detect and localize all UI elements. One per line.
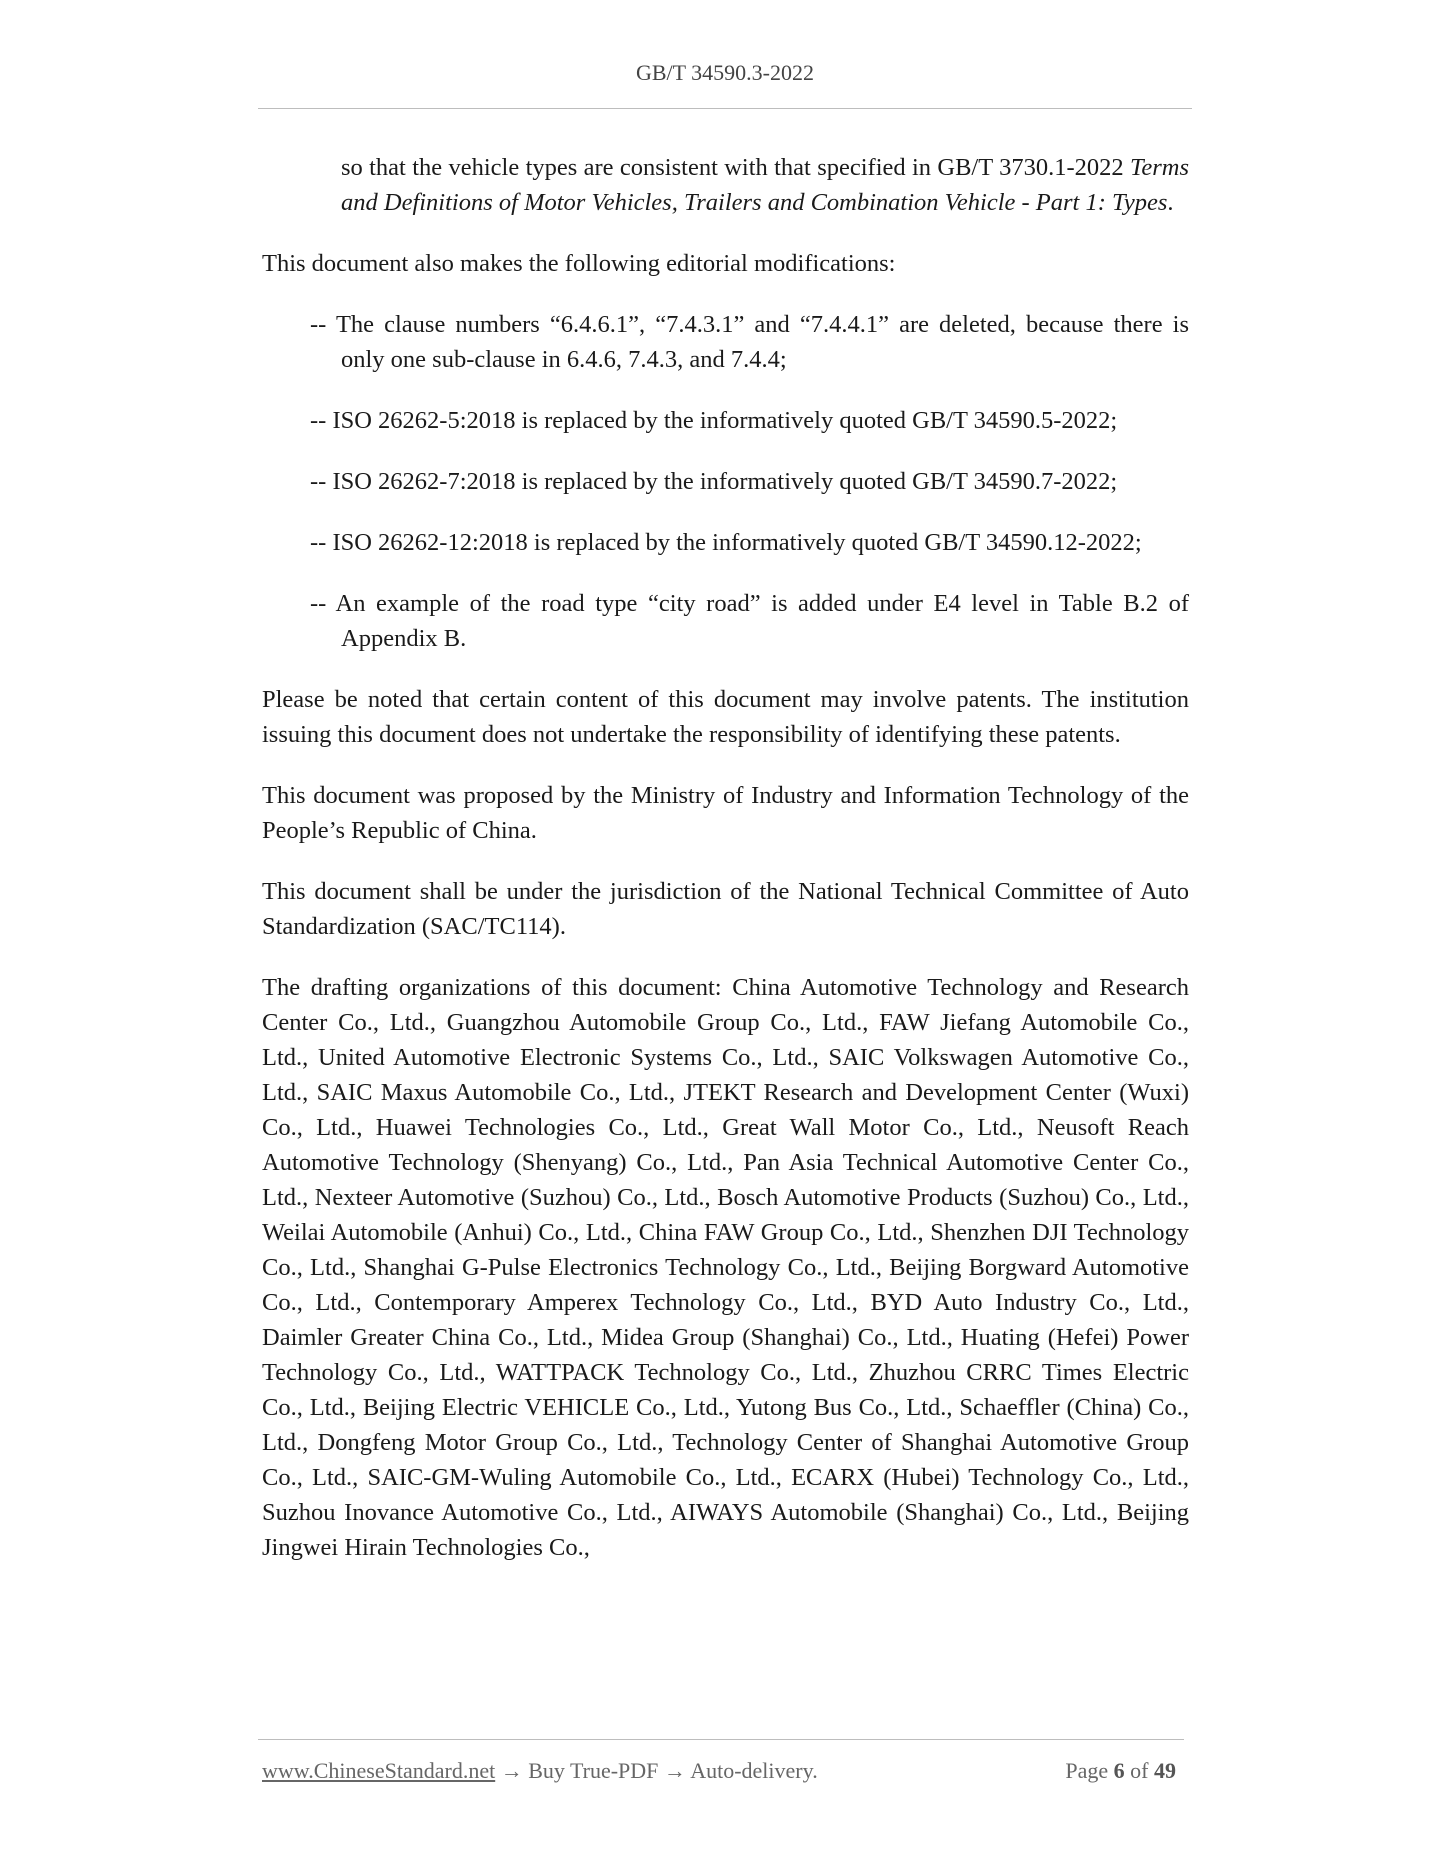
- total-pages-number: 49: [1154, 1758, 1176, 1783]
- page-footer: [262, 1758, 1182, 1790]
- footer-divider: [258, 1739, 1184, 1740]
- auto-delivery-text: Auto-delivery.: [690, 1758, 818, 1783]
- intro-end: .: [1167, 189, 1174, 216]
- page-of-label: of: [1130, 1758, 1149, 1783]
- arrow-right-icon: →: [500, 1758, 523, 1783]
- editorial-lead: This document also makes the following editorial modifications:: [262, 250, 896, 277]
- list-item: -- ISO 26262-7:2018 is replaced by the informatively quoted GB/T 34590.7-2022;: [310, 468, 1118, 495]
- page-content: [262, 150, 1189, 1591]
- website-link[interactable]: www.ChineseStandard.net: [262, 1758, 496, 1783]
- list-item: -- ISO 26262-5:2018 is replaced by the informatively quoted GB/T 34590.5-2022;: [310, 407, 1118, 434]
- drafting-organizations-paragraph: The drafting organizations of this document: China Automotive Technology and Research Center Co., Ltd., Guangzhou Automobile Group Co., Ltd., FAW Jiefang Automobile Co., Ltd., United Automotive Electronic Systems Co., Ltd., SAIC Volkswagen Automotive Co., Ltd., SAIC Maxus Automobile Co., Ltd., JTEKT Research and Development Center (Wuxi) Co., Ltd., Huawei Technologies Co., Ltd., Great Wall Motor Co., Ltd., Neusoft Reach Automotive Technology (Shenyang) Co., Ltd., Pan Asia Technical Automotive Center Co., Ltd., Nexteer Automotive (Suzhou) Co., Ltd., Bosch Automotive Products (Suzhou) Co., Ltd., Weilai Automobile (Anhui) Co., Ltd., China FAW Group Co., Ltd., Shenzhen DJI Technology Co., Ltd., Shanghai G-Pulse Electronics Technology Co., Ltd., Beijing Borgward Automotive Co., Ltd., Contemporary Amperex Technology Co., Ltd., BYD Auto Industry Co., Ltd., Daimler Greater China Co., Ltd., Midea Group (Shanghai) Co., Ltd., Huating (Hefei) Power Technology Co., Ltd., WATTPACK Technology Co., Ltd., Zhuzhou CRRC Times Electric Co., Ltd., Beijing Electric VEHICLE Co., Ltd., Yutong Bus Co., Ltd., Schaeffler (China) Co., Ltd., Dongfeng Motor Group Co., Ltd., Technology Center of Shanghai Automotive Group Co., Ltd., SAIC-GM-Wuling Automobile Co., Ltd., ECARX (Hubei) Technology Co., Ltd., Suzhou Inovance Automotive Co., Ltd., AIWAYS Automobile (Shanghai) Co., Ltd., Beijing Jingwei Hirain Technologies Co.,: [262, 974, 1189, 1561]
- intro-paragraph: [341, 150, 1189, 220]
- page-indicator: [1065, 1758, 1176, 1784]
- arrow-right-icon: →: [663, 1758, 686, 1783]
- list-item: -- The clause numbers “6.4.6.1”, “7.4.3.1” and “7.4.4.1” are deleted, because there is only one sub-clause in 6.4.6, 7.4.3, and 7.4.4;: [310, 311, 1189, 373]
- current-page-number: 6: [1113, 1758, 1125, 1783]
- list-item: -- An example of the road type “city road” is added under E4 level in Table B.2 of Appendix B.: [310, 590, 1189, 652]
- footer-links: [262, 1758, 818, 1784]
- document-header: GB/T 34590.3-2022: [635, 60, 815, 85]
- jurisdiction-paragraph: This document shall be under the jurisdiction of the National Technical Committee of Auto Standardization (SAC/TC114).: [262, 878, 1189, 940]
- referenced-standard-title: Terms and Definitions of Motor Vehicles, Trailers and Combination Vehicle - Part 1: Types: [341, 154, 1190, 216]
- list-item: -- ISO 26262-12:2018 is replaced by the informatively quoted GB/T 34590.12-2022;: [310, 529, 1142, 556]
- header-divider: [258, 108, 1192, 109]
- buy-pdf-text: Buy True-PDF: [528, 1758, 659, 1783]
- proposer-paragraph: This document was proposed by the Ministry of Industry and Information Technology of the People’s Republic of China.: [262, 782, 1189, 844]
- patent-notice-paragraph: Please be noted that certain content of this document may involve patents. The institution issuing this document does not undertake the responsibility of identifying these patents.: [262, 686, 1189, 748]
- page-label: Page: [1065, 1758, 1109, 1783]
- intro-text: so that the vehicle types are consistent with that specified in GB/T 3730.1-2022: [341, 154, 1124, 181]
